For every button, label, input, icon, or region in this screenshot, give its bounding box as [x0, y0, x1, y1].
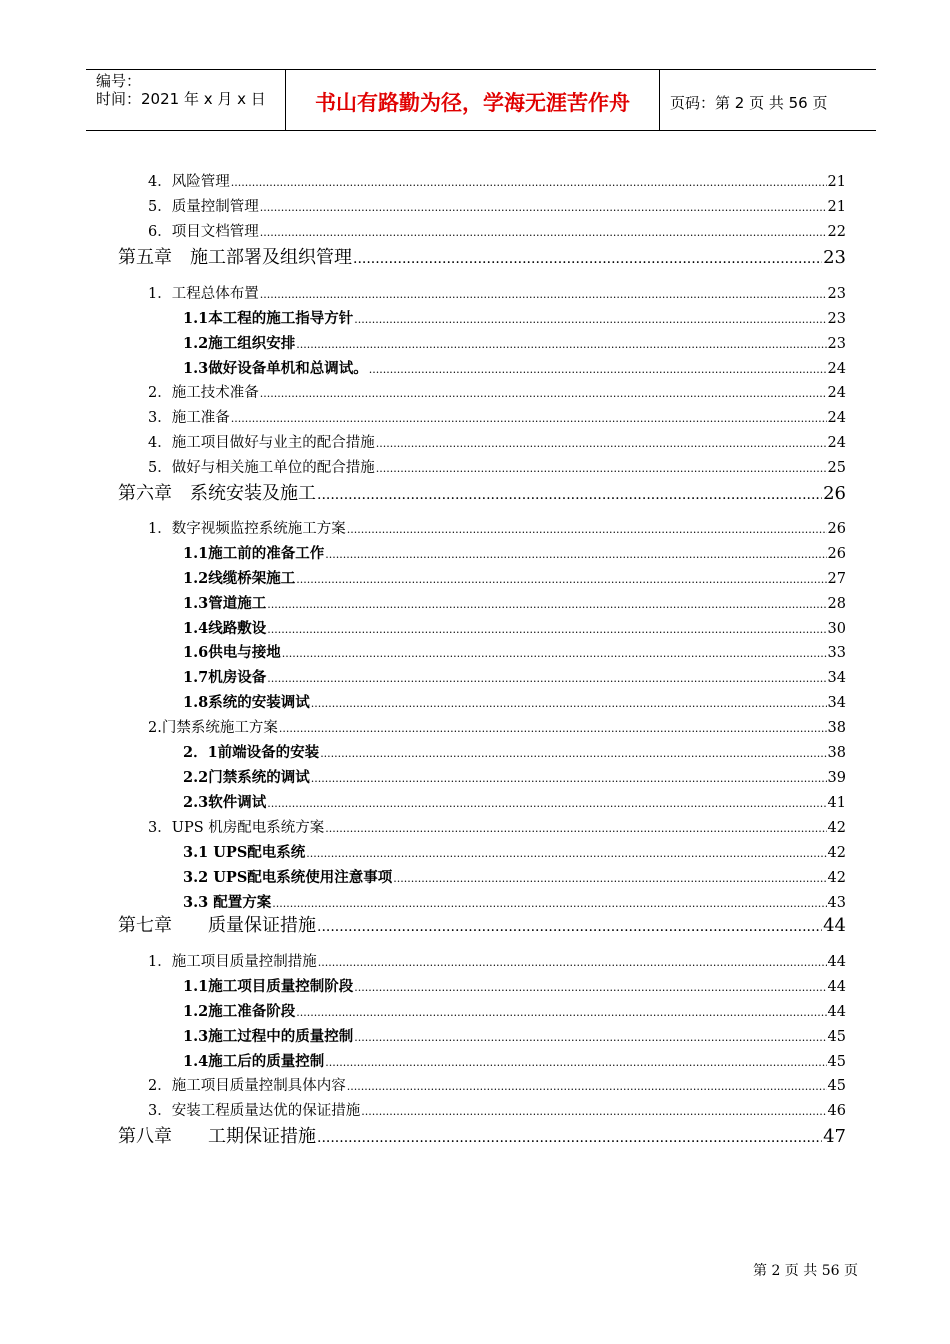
- toc-subsection[interactable]: [183, 666, 846, 687]
- toc-entry-page: 26: [827, 521, 846, 537]
- toc-leader-dots: [376, 437, 827, 450]
- toc-leader-dots: [317, 487, 822, 503]
- toc-leader-dots: [279, 722, 827, 735]
- toc-entry-label: 1.2施工组织安排: [183, 335, 296, 352]
- toc-leader-dots: [231, 176, 827, 189]
- toc-leader-dots: [272, 897, 826, 910]
- toc-entry-label: 2.门禁系统施工方案: [148, 720, 278, 736]
- toc-entry-label: 1.3做好设备单机和总调试。: [183, 360, 368, 377]
- toc-entry-label: 1．施工项目质量控制措施: [148, 954, 317, 970]
- toc-leader-dots: [318, 956, 827, 969]
- toc-leader-dots: [393, 872, 826, 885]
- toc-subsection[interactable]: [183, 542, 846, 563]
- toc-entry-page: 43: [827, 895, 846, 911]
- toc-entry-page: 24: [827, 361, 846, 377]
- toc-entry-label: 第七章 质量保证措施: [118, 915, 316, 936]
- toc-subsection[interactable]: [183, 866, 846, 887]
- toc-entry-label: 1.7机房设备: [183, 669, 267, 686]
- toc-subsection[interactable]: [183, 1050, 846, 1071]
- toc-entry-label: 2．1前端设备的安装: [183, 744, 320, 761]
- toc-section[interactable]: [148, 431, 846, 452]
- toc-entry-label: 1.1施工前的准备工作: [183, 545, 325, 562]
- toc-leader-dots: [296, 1006, 826, 1019]
- toc-chapter[interactable]: [118, 911, 846, 937]
- toc-section[interactable]: [148, 716, 846, 737]
- toc-entry-label: 3．施工准备: [148, 410, 230, 426]
- toc-entry-page: 26: [823, 483, 846, 504]
- toc-section[interactable]: [148, 282, 846, 303]
- toc-subsection[interactable]: [183, 332, 846, 353]
- toc-entry-label: 第六章 系统安装及施工: [118, 483, 316, 504]
- toc-entry-page: 38: [827, 720, 846, 736]
- toc-section[interactable]: [148, 381, 846, 402]
- toc-leader-dots: [354, 1031, 826, 1044]
- toc-subsection[interactable]: [183, 975, 846, 996]
- toc-subsection[interactable]: [183, 791, 846, 812]
- toc-entry-page: 42: [827, 870, 846, 886]
- toc-section[interactable]: [148, 1099, 846, 1120]
- toc-entry-page: 34: [827, 695, 846, 711]
- page-header: [86, 69, 876, 131]
- toc-entry-label: 1．工程总体布置: [148, 286, 259, 302]
- toc-entry-page: 45: [827, 1078, 846, 1094]
- toc-entry-page: 23: [827, 336, 846, 352]
- toc-leader-dots: [260, 288, 827, 301]
- document-time-label: 时间：2021 年 x 月 x 日: [96, 90, 266, 108]
- toc-leader-dots: [325, 548, 826, 561]
- toc-entry-page: 45: [827, 1054, 846, 1070]
- toc-entry-page: 30: [827, 621, 846, 637]
- toc-entry-label: 2.3软件调试: [183, 794, 267, 811]
- toc-subsection[interactable]: [183, 641, 846, 662]
- toc-entry-label: 1.1施工项目质量控制阶段: [183, 978, 354, 995]
- toc-leader-dots: [347, 523, 827, 536]
- toc-leader-dots: [306, 847, 826, 860]
- toc-entry-page: 21: [827, 174, 846, 190]
- toc-section[interactable]: [148, 170, 846, 191]
- toc-entry-page: 21: [827, 199, 846, 215]
- toc-subsection[interactable]: [183, 357, 846, 378]
- toc-entry-page: 23: [827, 311, 846, 327]
- toc-entry-label: 1.2施工准备阶段: [183, 1003, 296, 1020]
- toc-leader-dots: [320, 747, 826, 760]
- toc-leader-dots: [325, 1056, 826, 1069]
- toc-leader-dots: [267, 797, 826, 810]
- toc-leader-dots: [369, 363, 827, 376]
- toc-entry-label: 3．UPS 机房配电系统方案: [148, 820, 325, 836]
- toc-section[interactable]: [148, 950, 846, 971]
- toc-entry-page: 26: [827, 546, 846, 562]
- toc-entry-page: 23: [823, 247, 846, 268]
- toc-entry-label: 1.4线路敷设: [183, 620, 267, 637]
- toc-leader-dots: [361, 1105, 826, 1118]
- toc-subsection[interactable]: [183, 1025, 846, 1046]
- toc-entry-label: 6．项目文档管理: [148, 224, 259, 240]
- toc-entry-label: 2．施工技术准备: [148, 385, 259, 401]
- toc-subsection[interactable]: [183, 841, 846, 862]
- toc-entry-label: 1.3管道施工: [183, 595, 267, 612]
- toc-entry-page: 38: [827, 745, 846, 761]
- toc-entry-page: 28: [827, 596, 846, 612]
- toc-chapter[interactable]: [118, 243, 846, 269]
- toc-entry-label: 3.2 UPS配电系统使用注意事项: [183, 869, 393, 886]
- toc-entry-label: 1.4施工后的质量控制: [183, 1053, 325, 1070]
- toc-entry-label: 3.1 UPS配电系统: [183, 844, 306, 861]
- toc-entry-page: 27: [827, 571, 846, 587]
- toc-leader-dots: [267, 623, 826, 636]
- toc-entry-label: 第八章 工期保证措施: [118, 1126, 316, 1147]
- toc-section[interactable]: [148, 220, 846, 241]
- toc-entry-page: 47: [823, 1126, 846, 1147]
- toc-entry-label: 2.2门禁系统的调试: [183, 769, 310, 786]
- toc-entry-label: 1.2线缆桥架施工: [183, 570, 296, 587]
- toc-entry-page: 44: [823, 915, 846, 936]
- toc-entry-page: 44: [827, 1004, 846, 1020]
- toc-entry-page: 24: [827, 385, 846, 401]
- toc-leader-dots: [231, 412, 827, 425]
- toc-section[interactable]: [148, 517, 846, 538]
- toc-leader-dots: [354, 981, 826, 994]
- toc-leader-dots: [353, 251, 822, 267]
- toc-leader-dots: [354, 313, 826, 326]
- toc-entry-page: 24: [827, 435, 846, 451]
- toc-entry-label: 4．风险管理: [148, 174, 230, 190]
- toc-entry-label: 3．安装工程质量达优的保证措施: [148, 1103, 361, 1119]
- toc-leader-dots: [260, 387, 827, 400]
- toc-entry-label: 1.3施工过程中的质量控制: [183, 1028, 354, 1045]
- toc-leader-dots: [311, 697, 827, 710]
- toc-entry-label: 1.1本工程的施工指导方针: [183, 310, 354, 327]
- toc-entry-page: 41: [827, 795, 846, 811]
- page-footer: 第 2 页 共 56 页: [753, 1263, 858, 1279]
- toc-leader-dots: [317, 1130, 822, 1146]
- toc-entry-label: 3.3 配置方案: [183, 894, 272, 911]
- toc-leader-dots: [267, 598, 826, 611]
- toc-entry-label: 4．施工项目做好与业主的配合措施: [148, 435, 375, 451]
- toc-entry-label: 2．施工项目质量控制具体内容: [148, 1078, 346, 1094]
- toc-entry-label: 1.6供电与接地: [183, 644, 281, 661]
- toc-subsection[interactable]: [183, 307, 846, 328]
- toc-entry-page: 25: [827, 460, 846, 476]
- header-page-number: 页码：第 2 页 共 56 页: [670, 93, 828, 112]
- toc-leader-dots: [296, 573, 826, 586]
- toc-leader-dots: [260, 226, 827, 239]
- header-meta: [86, 70, 286, 130]
- toc-section[interactable]: [148, 406, 846, 427]
- toc-section[interactable]: [148, 1074, 846, 1095]
- toc-entry-label: 1．数字视频监控系统施工方案: [148, 521, 346, 537]
- toc-leader-dots: [311, 772, 827, 785]
- toc-leader-dots: [296, 338, 826, 351]
- toc-subsection[interactable]: [183, 891, 846, 912]
- toc-subsection[interactable]: [183, 691, 846, 712]
- toc-section[interactable]: [148, 195, 846, 216]
- toc-entry-label: 1.8系统的安装调试: [183, 694, 310, 711]
- toc-leader-dots: [267, 672, 826, 685]
- toc-leader-dots: [325, 822, 826, 835]
- toc-entry-page: 24: [827, 410, 846, 426]
- toc-section[interactable]: [148, 816, 846, 837]
- toc-chapter[interactable]: [118, 479, 846, 505]
- toc-subsection[interactable]: [183, 567, 846, 588]
- toc-chapter[interactable]: [118, 1122, 846, 1148]
- document-number-label: 编号：: [96, 72, 142, 90]
- toc-entry-page: 46: [827, 1103, 846, 1119]
- toc-leader-dots: [347, 1080, 827, 1093]
- toc-entry-label: 5．质量控制管理: [148, 199, 259, 215]
- toc-subsection[interactable]: [183, 766, 846, 787]
- toc-entry-page: 34: [827, 670, 846, 686]
- toc-entry-page: 42: [827, 845, 846, 861]
- toc-entry-page: 45: [827, 1029, 846, 1045]
- toc-entry-page: 22: [827, 224, 846, 240]
- toc-entry-page: 42: [827, 820, 846, 836]
- header-motto: 书山有路勤为径，学海无涯苦作舟: [286, 70, 660, 130]
- toc-leader-dots: [376, 462, 827, 475]
- toc-entry-page: 39: [827, 770, 846, 786]
- toc-subsection[interactable]: [183, 741, 846, 762]
- toc-entry-page: 23: [827, 286, 846, 302]
- toc-subsection[interactable]: [183, 592, 846, 613]
- toc-entry-page: 33: [827, 645, 846, 661]
- toc-leader-dots: [317, 919, 822, 935]
- toc-leader-dots: [282, 647, 827, 660]
- toc-entry-page: 44: [827, 979, 846, 995]
- toc-leader-dots: [260, 201, 827, 214]
- toc-entry-label: 第五章 施工部署及组织管理: [118, 247, 352, 268]
- toc-subsection[interactable]: [183, 617, 846, 638]
- toc-entry-label: 5．做好与相关施工单位的配合措施: [148, 460, 375, 476]
- toc-section[interactable]: [148, 456, 846, 477]
- toc-entry-page: 44: [827, 954, 846, 970]
- toc-subsection[interactable]: [183, 1000, 846, 1021]
